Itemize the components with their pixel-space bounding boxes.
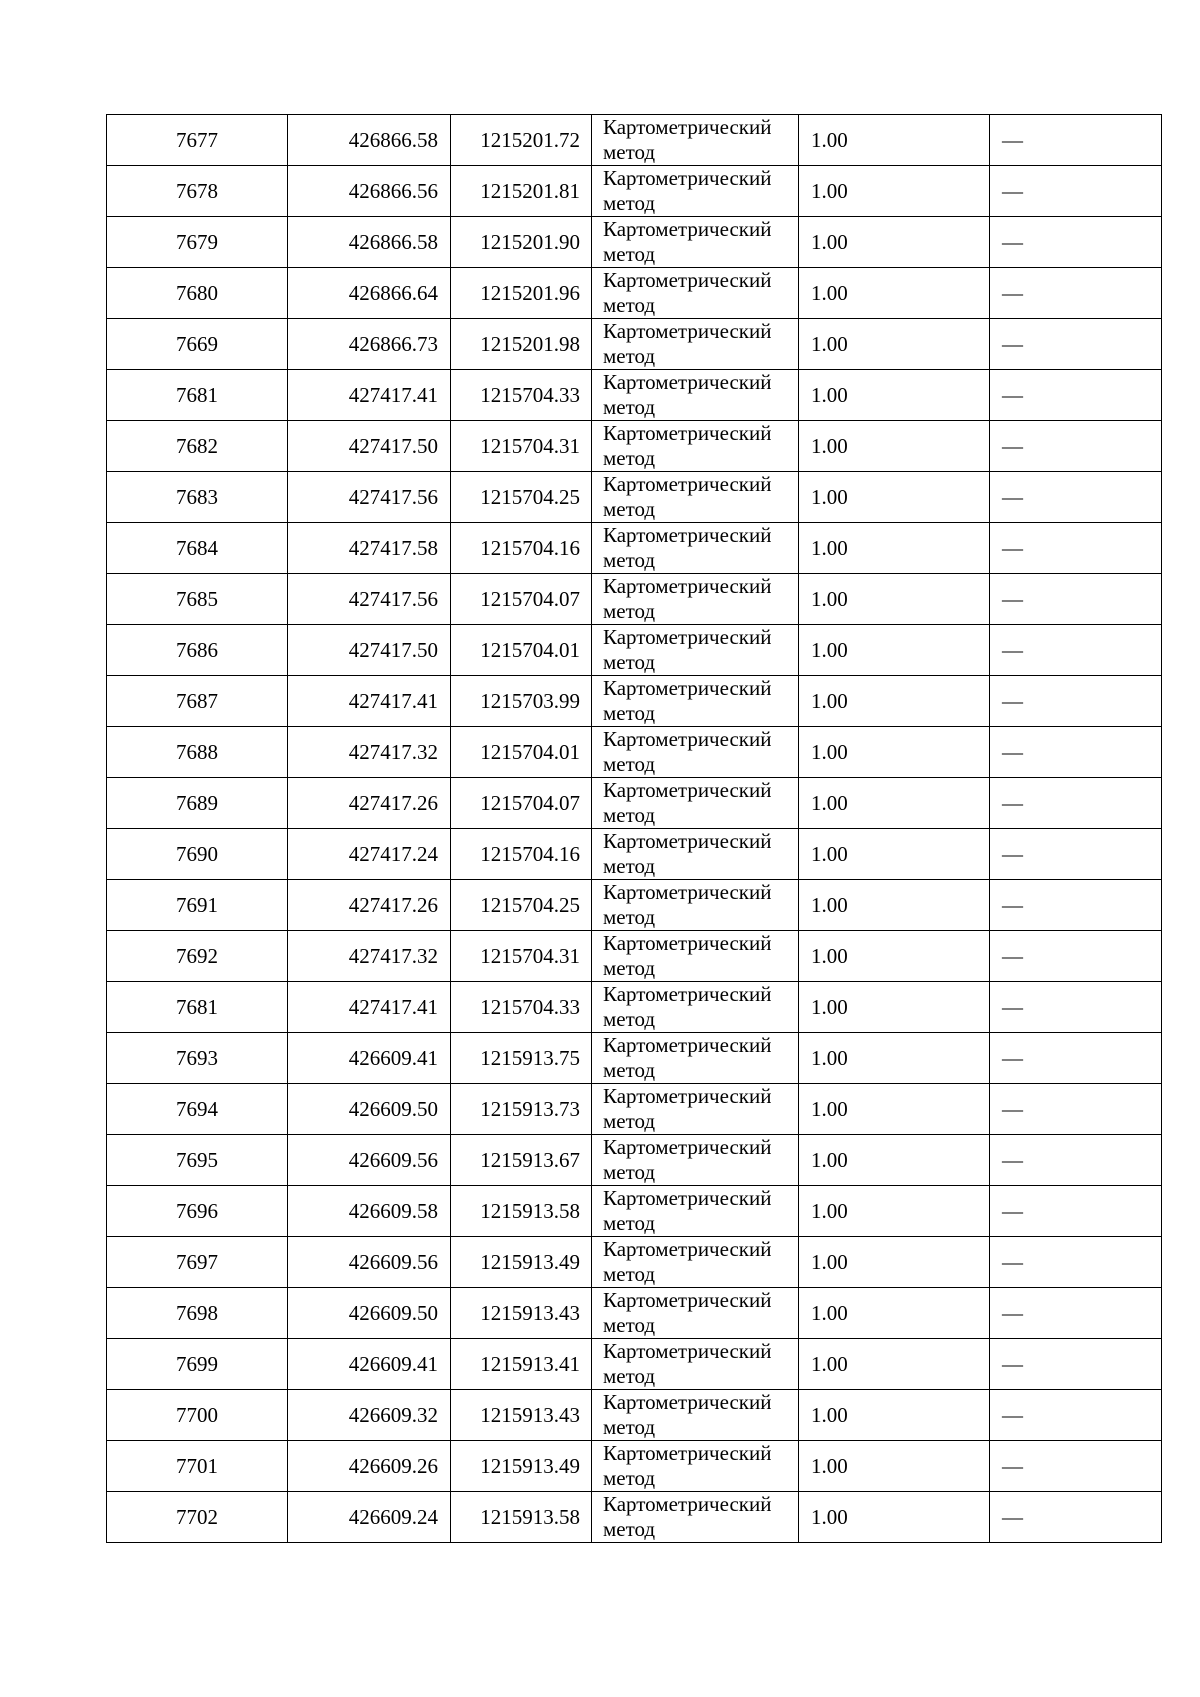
accuracy-cell: 1.00 <box>799 166 990 217</box>
coordinate-y-cell: 1215704.31 <box>451 931 592 982</box>
coordinate-x-cell: 427417.50 <box>288 625 451 676</box>
coordinate-y-cell: 1215201.96 <box>451 268 592 319</box>
note-cell: — <box>990 115 1162 166</box>
coordinate-y-cell: 1215704.33 <box>451 982 592 1033</box>
coordinate-x-cell: 427417.41 <box>288 676 451 727</box>
method-line-1: Картометрический <box>603 1339 772 1363</box>
note-cell: — <box>990 319 1162 370</box>
point-number-cell: 7691 <box>107 880 288 931</box>
coordinate-y-cell: 1215913.43 <box>451 1390 592 1441</box>
method-line-2: метод <box>603 1058 656 1082</box>
note-cell: — <box>990 625 1162 676</box>
method-cell <box>592 727 799 778</box>
method-line-2: метод <box>603 497 656 521</box>
method-cell <box>592 370 799 421</box>
coordinate-x-cell: 426866.73 <box>288 319 451 370</box>
method-line-2: метод <box>603 956 656 980</box>
method-cell <box>592 1339 799 1390</box>
coordinate-x-cell: 427417.56 <box>288 574 451 625</box>
method-line-2: метод <box>603 191 656 215</box>
point-number-cell: 7678 <box>107 166 288 217</box>
note-cell: — <box>990 727 1162 778</box>
accuracy-cell: 1.00 <box>799 1237 990 1288</box>
coordinate-x-cell: 427417.26 <box>288 880 451 931</box>
table-row <box>107 778 1162 829</box>
method-cell <box>592 217 799 268</box>
method-line-1: Картометрический <box>603 931 772 955</box>
table-row <box>107 676 1162 727</box>
coordinate-y-cell: 1215913.58 <box>451 1492 592 1543</box>
table-row <box>107 1135 1162 1186</box>
accuracy-cell: 1.00 <box>799 268 990 319</box>
point-number-cell: 7684 <box>107 523 288 574</box>
note-cell: — <box>990 982 1162 1033</box>
method-line-2: метод <box>603 752 656 776</box>
point-number-cell: 7680 <box>107 268 288 319</box>
coordinate-y-cell: 1215703.99 <box>451 676 592 727</box>
method-cell <box>592 1186 799 1237</box>
coordinate-x-cell: 426609.56 <box>288 1135 451 1186</box>
note-cell: — <box>990 370 1162 421</box>
method-line-1: Картометрический <box>603 727 772 751</box>
method-line-1: Картометрический <box>603 1084 772 1108</box>
point-number-cell: 7685 <box>107 574 288 625</box>
method-cell <box>592 1441 799 1492</box>
point-number-cell: 7694 <box>107 1084 288 1135</box>
method-line-1: Картометрический <box>603 829 772 853</box>
note-cell: — <box>990 778 1162 829</box>
note-cell: — <box>990 880 1162 931</box>
note-cell: — <box>990 1084 1162 1135</box>
table-row <box>107 217 1162 268</box>
accuracy-cell: 1.00 <box>799 319 990 370</box>
method-line-2: метод <box>603 344 656 368</box>
table-row <box>107 1492 1162 1543</box>
accuracy-cell: 1.00 <box>799 1441 990 1492</box>
method-line-2: метод <box>603 1517 656 1541</box>
coordinate-x-cell: 426609.50 <box>288 1084 451 1135</box>
method-cell <box>592 319 799 370</box>
table-row <box>107 1084 1162 1135</box>
table-row <box>107 370 1162 421</box>
method-line-2: метод <box>603 1160 656 1184</box>
point-number-cell: 7690 <box>107 829 288 880</box>
table-row <box>107 1390 1162 1441</box>
method-line-1: Картометрический <box>603 1390 772 1414</box>
coordinate-x-cell: 427417.32 <box>288 727 451 778</box>
method-line-2: метод <box>603 395 656 419</box>
table-row <box>107 421 1162 472</box>
method-line-2: метод <box>603 1466 656 1490</box>
method-line-1: Картометрический <box>603 1441 772 1465</box>
coordinate-y-cell: 1215704.31 <box>451 421 592 472</box>
method-line-1: Картометрический <box>603 778 772 802</box>
coordinate-x-cell: 427417.32 <box>288 931 451 982</box>
method-line-2: метод <box>603 548 656 572</box>
table-row <box>107 727 1162 778</box>
coordinate-y-cell: 1215704.33 <box>451 370 592 421</box>
coordinate-y-cell: 1215913.43 <box>451 1288 592 1339</box>
accuracy-cell: 1.00 <box>799 1339 990 1390</box>
method-cell <box>592 931 799 982</box>
accuracy-cell: 1.00 <box>799 421 990 472</box>
coordinate-y-cell: 1215913.67 <box>451 1135 592 1186</box>
method-line-2: метод <box>603 650 656 674</box>
coordinate-x-cell: 427417.26 <box>288 778 451 829</box>
coordinate-y-cell: 1215913.49 <box>451 1237 592 1288</box>
method-line-2: метод <box>603 242 656 266</box>
point-number-cell: 7677 <box>107 115 288 166</box>
method-line-2: метод <box>603 599 656 623</box>
note-cell: — <box>990 217 1162 268</box>
point-number-cell: 7682 <box>107 421 288 472</box>
accuracy-cell: 1.00 <box>799 727 990 778</box>
accuracy-cell: 1.00 <box>799 115 990 166</box>
coordinate-x-cell: 427417.56 <box>288 472 451 523</box>
table-row <box>107 472 1162 523</box>
method-line-1: Картометрический <box>603 268 772 292</box>
method-line-1: Картометрический <box>603 1492 772 1516</box>
accuracy-cell: 1.00 <box>799 523 990 574</box>
point-number-cell: 7686 <box>107 625 288 676</box>
note-cell: — <box>990 523 1162 574</box>
coordinate-y-cell: 1215913.41 <box>451 1339 592 1390</box>
accuracy-cell: 1.00 <box>799 829 990 880</box>
point-number-cell: 7692 <box>107 931 288 982</box>
point-number-cell: 7669 <box>107 319 288 370</box>
method-cell <box>592 880 799 931</box>
accuracy-cell: 1.00 <box>799 1390 990 1441</box>
accuracy-cell: 1.00 <box>799 982 990 1033</box>
accuracy-cell: 1.00 <box>799 625 990 676</box>
method-line-2: метод <box>603 1364 656 1388</box>
table-row <box>107 268 1162 319</box>
method-line-1: Картометрический <box>603 370 772 394</box>
method-line-1: Картометрический <box>603 1237 772 1261</box>
point-number-cell: 7681 <box>107 370 288 421</box>
table-row <box>107 1441 1162 1492</box>
table-row <box>107 523 1162 574</box>
coordinate-y-cell: 1215913.58 <box>451 1186 592 1237</box>
coordinate-x-cell: 426609.26 <box>288 1441 451 1492</box>
method-line-1: Картометрический <box>603 1288 772 1312</box>
table-row <box>107 829 1162 880</box>
note-cell: — <box>990 829 1162 880</box>
accuracy-cell: 1.00 <box>799 931 990 982</box>
coordinate-x-cell: 426866.58 <box>288 115 451 166</box>
coordinate-x-cell: 426609.24 <box>288 1492 451 1543</box>
note-cell: — <box>990 268 1162 319</box>
note-cell: — <box>990 1390 1162 1441</box>
note-cell: — <box>990 1237 1162 1288</box>
point-number-cell: 7681 <box>107 982 288 1033</box>
method-line-1: Картометрический <box>603 574 772 598</box>
accuracy-cell: 1.00 <box>799 1084 990 1135</box>
coordinates-table-body <box>107 115 1162 1543</box>
method-cell <box>592 523 799 574</box>
coordinate-y-cell: 1215704.16 <box>451 523 592 574</box>
coordinate-x-cell: 427417.58 <box>288 523 451 574</box>
method-cell <box>592 1084 799 1135</box>
note-cell: — <box>990 421 1162 472</box>
coordinate-y-cell: 1215704.07 <box>451 778 592 829</box>
coordinate-x-cell: 426609.41 <box>288 1033 451 1084</box>
coordinate-x-cell: 426609.56 <box>288 1237 451 1288</box>
method-line-1: Картометрический <box>603 421 772 445</box>
table-row <box>107 115 1162 166</box>
method-line-1: Картометрический <box>603 1186 772 1210</box>
method-line-1: Картометрический <box>603 166 772 190</box>
method-cell <box>592 1033 799 1084</box>
note-cell: — <box>990 1339 1162 1390</box>
method-line-1: Картометрический <box>603 1135 772 1159</box>
method-line-2: метод <box>603 140 656 164</box>
note-cell: — <box>990 1288 1162 1339</box>
point-number-cell: 7696 <box>107 1186 288 1237</box>
accuracy-cell: 1.00 <box>799 1492 990 1543</box>
coordinate-x-cell: 426866.56 <box>288 166 451 217</box>
accuracy-cell: 1.00 <box>799 472 990 523</box>
point-number-cell: 7702 <box>107 1492 288 1543</box>
coordinate-x-cell: 427417.50 <box>288 421 451 472</box>
method-line-2: метод <box>603 446 656 470</box>
table-row <box>107 319 1162 370</box>
coordinate-y-cell: 1215704.16 <box>451 829 592 880</box>
point-number-cell: 7701 <box>107 1441 288 1492</box>
coordinate-x-cell: 426609.50 <box>288 1288 451 1339</box>
note-cell: — <box>990 1135 1162 1186</box>
coordinate-y-cell: 1215201.98 <box>451 319 592 370</box>
accuracy-cell: 1.00 <box>799 880 990 931</box>
method-line-2: метод <box>603 905 656 929</box>
coordinate-y-cell: 1215201.81 <box>451 166 592 217</box>
method-line-1: Картометрический <box>603 217 772 241</box>
coordinate-y-cell: 1215201.90 <box>451 217 592 268</box>
method-cell <box>592 829 799 880</box>
method-line-2: метод <box>603 1109 656 1133</box>
table-row <box>107 982 1162 1033</box>
method-cell <box>592 1237 799 1288</box>
coordinate-x-cell: 426609.58 <box>288 1186 451 1237</box>
accuracy-cell: 1.00 <box>799 1135 990 1186</box>
method-cell <box>592 115 799 166</box>
table-row <box>107 1237 1162 1288</box>
method-line-1: Картометрический <box>603 1033 772 1057</box>
point-number-cell: 7697 <box>107 1237 288 1288</box>
table-row <box>107 574 1162 625</box>
note-cell: — <box>990 1492 1162 1543</box>
note-cell: — <box>990 472 1162 523</box>
point-number-cell: 7695 <box>107 1135 288 1186</box>
method-cell <box>592 778 799 829</box>
method-line-2: метод <box>603 1415 656 1439</box>
coordinate-x-cell: 426866.58 <box>288 217 451 268</box>
table-row <box>107 1186 1162 1237</box>
table-row <box>107 931 1162 982</box>
method-line-1: Картометрический <box>603 625 772 649</box>
method-cell <box>592 676 799 727</box>
method-line-2: метод <box>603 854 656 878</box>
method-line-2: метод <box>603 803 656 827</box>
coordinate-y-cell: 1215704.25 <box>451 880 592 931</box>
note-cell: — <box>990 574 1162 625</box>
point-number-cell: 7698 <box>107 1288 288 1339</box>
method-line-2: метод <box>603 293 656 317</box>
method-line-2: метод <box>603 1313 656 1337</box>
table-row <box>107 880 1162 931</box>
coordinate-x-cell: 426609.32 <box>288 1390 451 1441</box>
coordinate-x-cell: 427417.41 <box>288 982 451 1033</box>
accuracy-cell: 1.00 <box>799 1033 990 1084</box>
method-cell <box>592 166 799 217</box>
note-cell: — <box>990 166 1162 217</box>
coordinate-y-cell: 1215913.75 <box>451 1033 592 1084</box>
method-line-1: Картометрический <box>603 319 772 343</box>
note-cell: — <box>990 931 1162 982</box>
point-number-cell: 7689 <box>107 778 288 829</box>
coordinate-y-cell: 1215704.25 <box>451 472 592 523</box>
method-line-1: Картометрический <box>603 523 772 547</box>
coordinate-y-cell: 1215913.49 <box>451 1441 592 1492</box>
accuracy-cell: 1.00 <box>799 574 990 625</box>
coordinate-y-cell: 1215704.01 <box>451 625 592 676</box>
accuracy-cell: 1.00 <box>799 676 990 727</box>
note-cell: — <box>990 1441 1162 1492</box>
point-number-cell: 7679 <box>107 217 288 268</box>
point-number-cell: 7700 <box>107 1390 288 1441</box>
table-row <box>107 625 1162 676</box>
coordinate-x-cell: 427417.41 <box>288 370 451 421</box>
note-cell: — <box>990 1186 1162 1237</box>
accuracy-cell: 1.00 <box>799 370 990 421</box>
coordinate-y-cell: 1215913.73 <box>451 1084 592 1135</box>
table-row <box>107 1033 1162 1084</box>
table-row <box>107 1288 1162 1339</box>
table-row <box>107 1339 1162 1390</box>
method-line-1: Картометрический <box>603 115 772 139</box>
method-cell <box>592 1390 799 1441</box>
method-cell <box>592 1492 799 1543</box>
note-cell: — <box>990 676 1162 727</box>
point-number-cell: 7687 <box>107 676 288 727</box>
point-number-cell: 7693 <box>107 1033 288 1084</box>
method-cell <box>592 1135 799 1186</box>
accuracy-cell: 1.00 <box>799 778 990 829</box>
method-cell <box>592 982 799 1033</box>
accuracy-cell: 1.00 <box>799 217 990 268</box>
method-line-1: Картометрический <box>603 676 772 700</box>
point-number-cell: 7699 <box>107 1339 288 1390</box>
point-number-cell: 7683 <box>107 472 288 523</box>
accuracy-cell: 1.00 <box>799 1288 990 1339</box>
coordinate-y-cell: 1215704.07 <box>451 574 592 625</box>
coordinate-x-cell: 426866.64 <box>288 268 451 319</box>
method-cell <box>592 625 799 676</box>
method-line-2: метод <box>603 1007 656 1031</box>
method-cell <box>592 268 799 319</box>
note-cell: — <box>990 1033 1162 1084</box>
method-cell <box>592 1288 799 1339</box>
method-cell <box>592 472 799 523</box>
method-line-1: Картометрический <box>603 880 772 904</box>
accuracy-cell: 1.00 <box>799 1186 990 1237</box>
method-line-2: метод <box>603 1211 656 1235</box>
coordinate-y-cell: 1215704.01 <box>451 727 592 778</box>
method-cell <box>592 574 799 625</box>
method-line-1: Картометрический <box>603 472 772 496</box>
coordinate-y-cell: 1215201.72 <box>451 115 592 166</box>
method-line-2: метод <box>603 701 656 725</box>
point-number-cell: 7688 <box>107 727 288 778</box>
method-cell <box>592 421 799 472</box>
coordinates-table <box>106 114 1162 1543</box>
coordinate-x-cell: 427417.24 <box>288 829 451 880</box>
table-row <box>107 166 1162 217</box>
method-line-2: метод <box>603 1262 656 1286</box>
coordinate-x-cell: 426609.41 <box>288 1339 451 1390</box>
method-line-1: Картометрический <box>603 982 772 1006</box>
